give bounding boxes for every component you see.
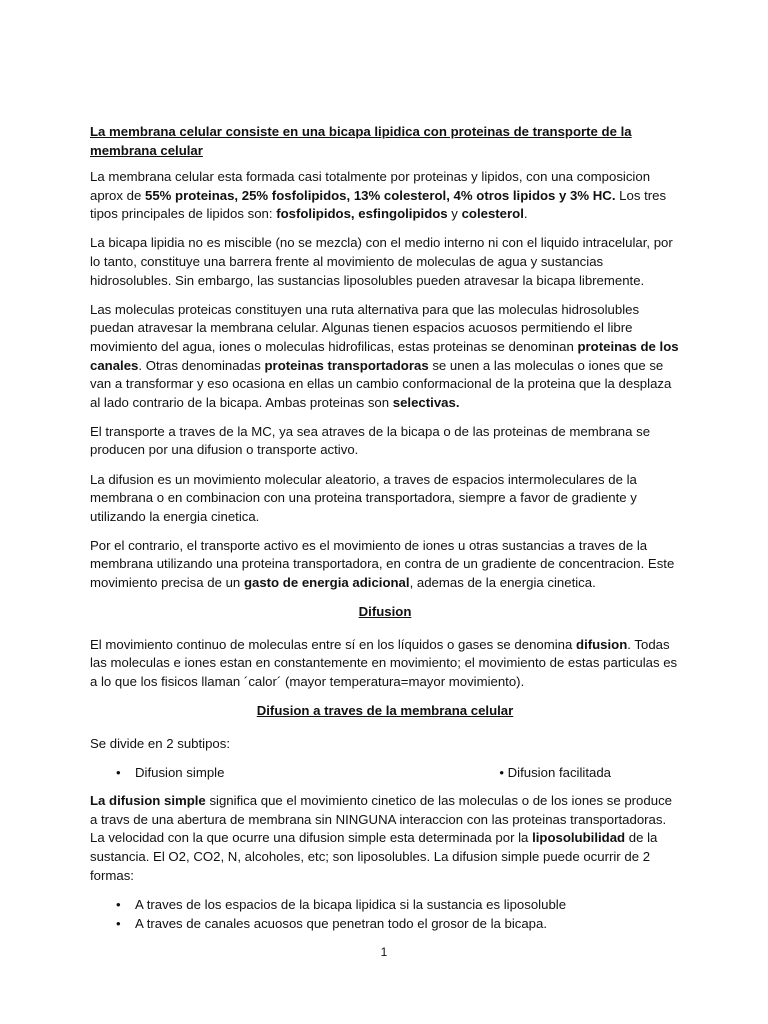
- subtypes-list: [90, 764, 680, 783]
- bullet-icon: •: [116, 896, 121, 912]
- text-run: Los tres tipos principales de lipidos son:: [90, 187, 667, 222]
- bold-run: selectivas.: [392, 394, 460, 410]
- heading-difusion: Difusion: [358, 604, 412, 620]
- paragraph-subtypes-intro: Se divide en 2 subtipos:: [90, 735, 231, 751]
- text-run: se unen a las moleculas o iones que se van a transformar y eso ocasiona en ellas un cambio conformacional de la proteina que la desplaza al lado contrario de la bicapa. Ambas proteinas son: [90, 357, 672, 410]
- text-run: Por el contrario, el transporte activo es el movimiento de iones u otras sustancias a traves de la membrana utilizando una proteina transportadora, en contra de un gradiente de concentracion. Este movimiento precisa de un: [90, 537, 675, 590]
- text-run: , ademas de la energia cinetica.: [409, 574, 596, 590]
- subtype-simple: [90, 764, 224, 783]
- list-item: [116, 915, 680, 934]
- bold-run: proteinas transportadoras: [264, 357, 429, 373]
- paragraph-diffusion-def: La difusion es un movimiento molecular aleatorio, a traves de espacios intermoleculares de la membrana o en combinacion con una proteina transportadora, siempre a favor de gradiente y utilizando la energia cinetica.: [90, 471, 637, 524]
- text-run: . Todas las moleculas e iones estan en constantemente en movimiento; el movimiento de estas particulas es a lo que los fisicos llaman ´calor´ (mayor temperatura=mayor movimiento).: [90, 636, 678, 689]
- text-run: Las moleculas proteicas constituyen una ruta alternativa para que las moleculas hidrosolubles puedan atravesar la membrana celular. Algunas tienen espacios acuosos permitiendo el libre movimiento del agua, iones o moleculas hidrofilicas, estas proteinas se denominan: [90, 301, 640, 354]
- bullet-icon: •: [499, 764, 504, 780]
- bullet-icon: •: [116, 916, 121, 932]
- list-item-text: A traves de los espacios de la bicapa lipidica si la sustancia es liposoluble: [135, 896, 567, 912]
- bullet-icon: •: [116, 764, 121, 780]
- paragraph-bilayer: La bicapa lipidia no es miscible (no se mezcla) con el medio interno ni con el liquido intracelular, por lo tanto, constituye una barrera frente al movimiento de moleculas de agua y sustancias hidrosolubles. Sin embargo, las sustancias liposolubles pueden atravesar la bicapa libremente.: [90, 235, 673, 288]
- text-run: .: [523, 206, 528, 222]
- paragraph-simple-diffusion: [90, 792, 680, 885]
- bold-run: proteinas de los canales: [90, 338, 679, 373]
- page-number: 1: [380, 945, 388, 959]
- paragraph-movement: [90, 636, 680, 692]
- list-item: [116, 896, 680, 915]
- list-item-text: A traves de canales acuosos que penetran todo el grosor de la bicapa.: [135, 916, 548, 932]
- document-title: La membrana celular consiste en una bicapa lipidica con proteinas de transporte de la membrana celular: [90, 124, 632, 158]
- subtype-label: Difusion facilitada: [507, 764, 611, 780]
- bold-run: difusion: [576, 636, 628, 652]
- bold-run: fosfolipidos, esfingolipidos: [276, 206, 448, 222]
- subtype-facilitated: [499, 764, 680, 783]
- text-run: y: [447, 206, 462, 222]
- paragraph-transport: El transporte a traves de la MC, ya sea atraves de la bicapa o de las proteinas de membrana se producen por una difusion o transporte activo.: [90, 423, 651, 458]
- paragraph-proteins: [90, 301, 680, 413]
- subtype-label: Difusion simple: [135, 764, 225, 780]
- bold-run: 55% proteinas, 25% fosfolipidos, 13% colesterol, 4% otros lipidos y 3% HC.: [145, 187, 616, 203]
- bold-run: La difusion simple: [90, 793, 206, 809]
- text-run: de la sustancia. El O2, CO2, N, alcoholes, etc; son liposolubles. La difusion simple puede ocurrir de 2 formas:: [90, 830, 658, 883]
- text-run: significa que el movimiento cinetico de las moleculas o de los iones se produce a travs de una abertura de membrana sin NINGUNA interaccion con las proteinas transportadoras. La velocidad con la que ocurre una difusion simple esta determinada por la: [90, 793, 672, 846]
- text-run: . Otras denominadas: [138, 357, 265, 373]
- forms-list: [90, 896, 680, 934]
- bold-run: liposolubilidad: [532, 830, 626, 846]
- bold-run: gasto de energia adicional: [243, 574, 410, 590]
- paragraph-composition: [90, 168, 680, 224]
- heading-membrane-diffusion: Difusion a traves de la membrana celular: [256, 702, 514, 718]
- text-run: El movimiento continuo de moleculas entre sí en los líquidos o gases se denomina: [90, 636, 577, 652]
- paragraph-active-transport: [90, 537, 680, 593]
- bold-run: colesterol: [461, 206, 524, 222]
- text-run: La membrana celular esta formada casi totalmente por proteinas y lipidos, con una composicion aprox de: [90, 169, 651, 203]
